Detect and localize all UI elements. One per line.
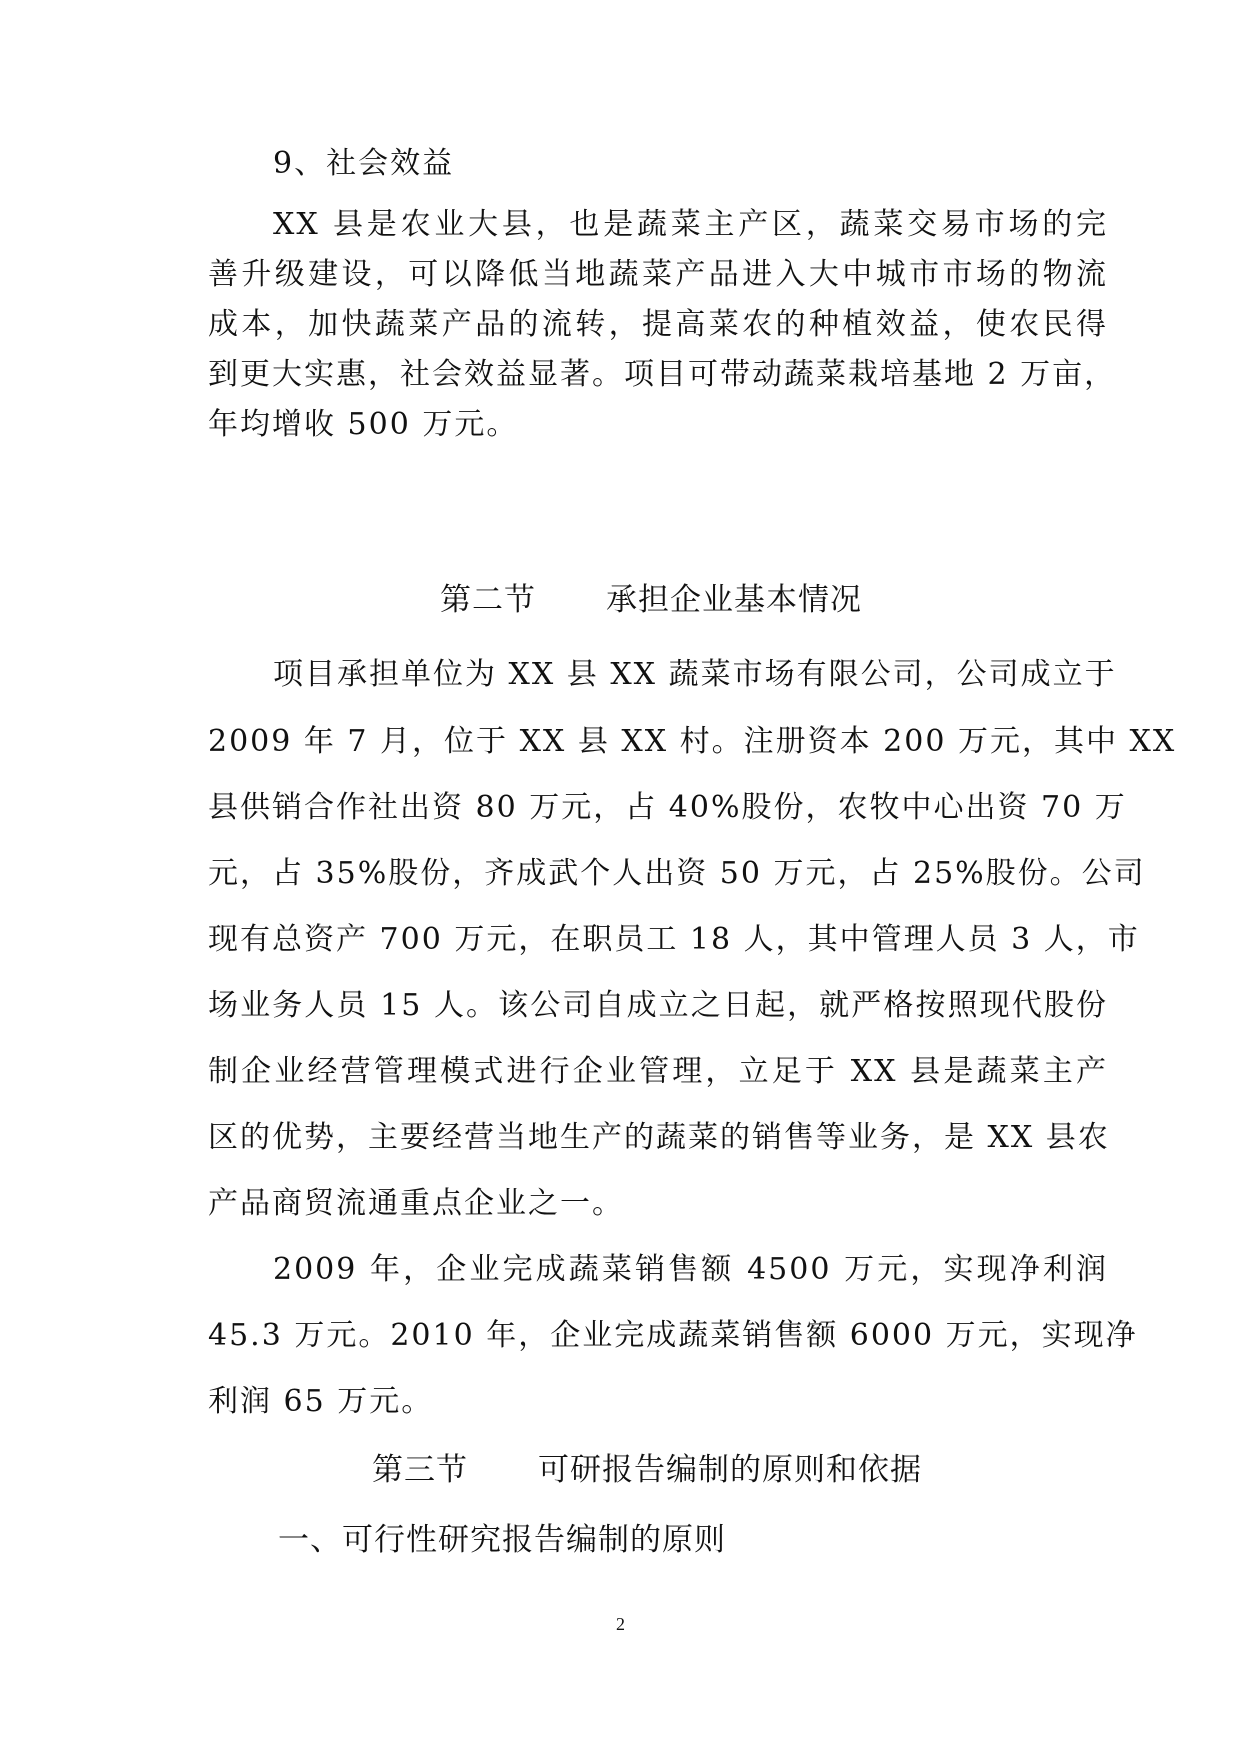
section2-para1-line-8: 区的优势，主要经营当地生产的蔬菜的销售等业务，是 XX 县农 (208, 1120, 1110, 1155)
section2-number: 第二节 (440, 582, 536, 618)
section2-para1-line-4: 元，占 35%股份，齐成武个人出资 50 万元，占 25%股份。公司 (208, 856, 1146, 891)
page-number: 2 (616, 1614, 625, 1634)
section2-para2-line-3: 利润 65 万元。 (208, 1384, 434, 1419)
item9-line-1: XX 县是农业大县，也是蔬菜主产区，蔬菜交易市场的完 (273, 207, 1108, 242)
section3-title: 可研报告编制的原则和依据 (538, 1452, 922, 1488)
section2-para1-line-7: 制企业经营管理模式进行企业管理，立足于 XX 县是蔬菜主产 (208, 1054, 1108, 1089)
section2-para1-line-9: 产品商贸流通重点企业之一。 (208, 1186, 624, 1221)
section2-heading (440, 580, 862, 620)
section2-para1-line-2: 2009 年 7 月，位于 XX 县 XX 村。注册资本 200 万元，其中 XX (208, 724, 1177, 759)
item9-line-3: 成本，加快蔬菜产品的流转，提高菜农的种植效益，使农民得 (208, 307, 1108, 342)
section2-para2-line-1: 2009 年，企业完成蔬菜销售额 4500 万元，实现净利润 (273, 1252, 1108, 1287)
section3-number: 第三节 (372, 1452, 468, 1488)
item9-line-5: 年均增收 500 万元。 (208, 407, 519, 442)
section2-para1-line-5: 现有总资产 700 万元，在职员工 18 人，其中管理人员 3 人，市 (208, 922, 1140, 957)
section3-subheading: 一、可行性研究报告编制的原则 (278, 1522, 726, 1558)
section2-para2-line-2: 45.3 万元。2010 年，企业完成蔬菜销售额 6000 万元，实现净 (208, 1318, 1138, 1353)
item9-line-2: 善升级建设，可以降低当地蔬菜产品进入大中城市市场的物流 (208, 257, 1108, 292)
section2-para1-line-6: 场业务人员 15 人。该公司自成立之日起，就严格按照现代股份 (208, 988, 1108, 1023)
section2-para1-line-3: 县供销合作社出资 80 万元，占 40%股份，农牧中心出资 70 万 (208, 790, 1127, 825)
section3-heading (372, 1450, 922, 1490)
section2-title: 承担企业基本情况 (606, 582, 862, 618)
item9-line-4: 到更大实惠，社会效益显著。项目可带动蔬菜栽培基地 2 万亩， (208, 357, 1117, 392)
item9-title: 9、社会效益 (273, 146, 455, 181)
section2-para1-line-1: 项目承担单位为 XX 县 XX 蔬菜市场有限公司，公司成立于 (273, 657, 1117, 692)
